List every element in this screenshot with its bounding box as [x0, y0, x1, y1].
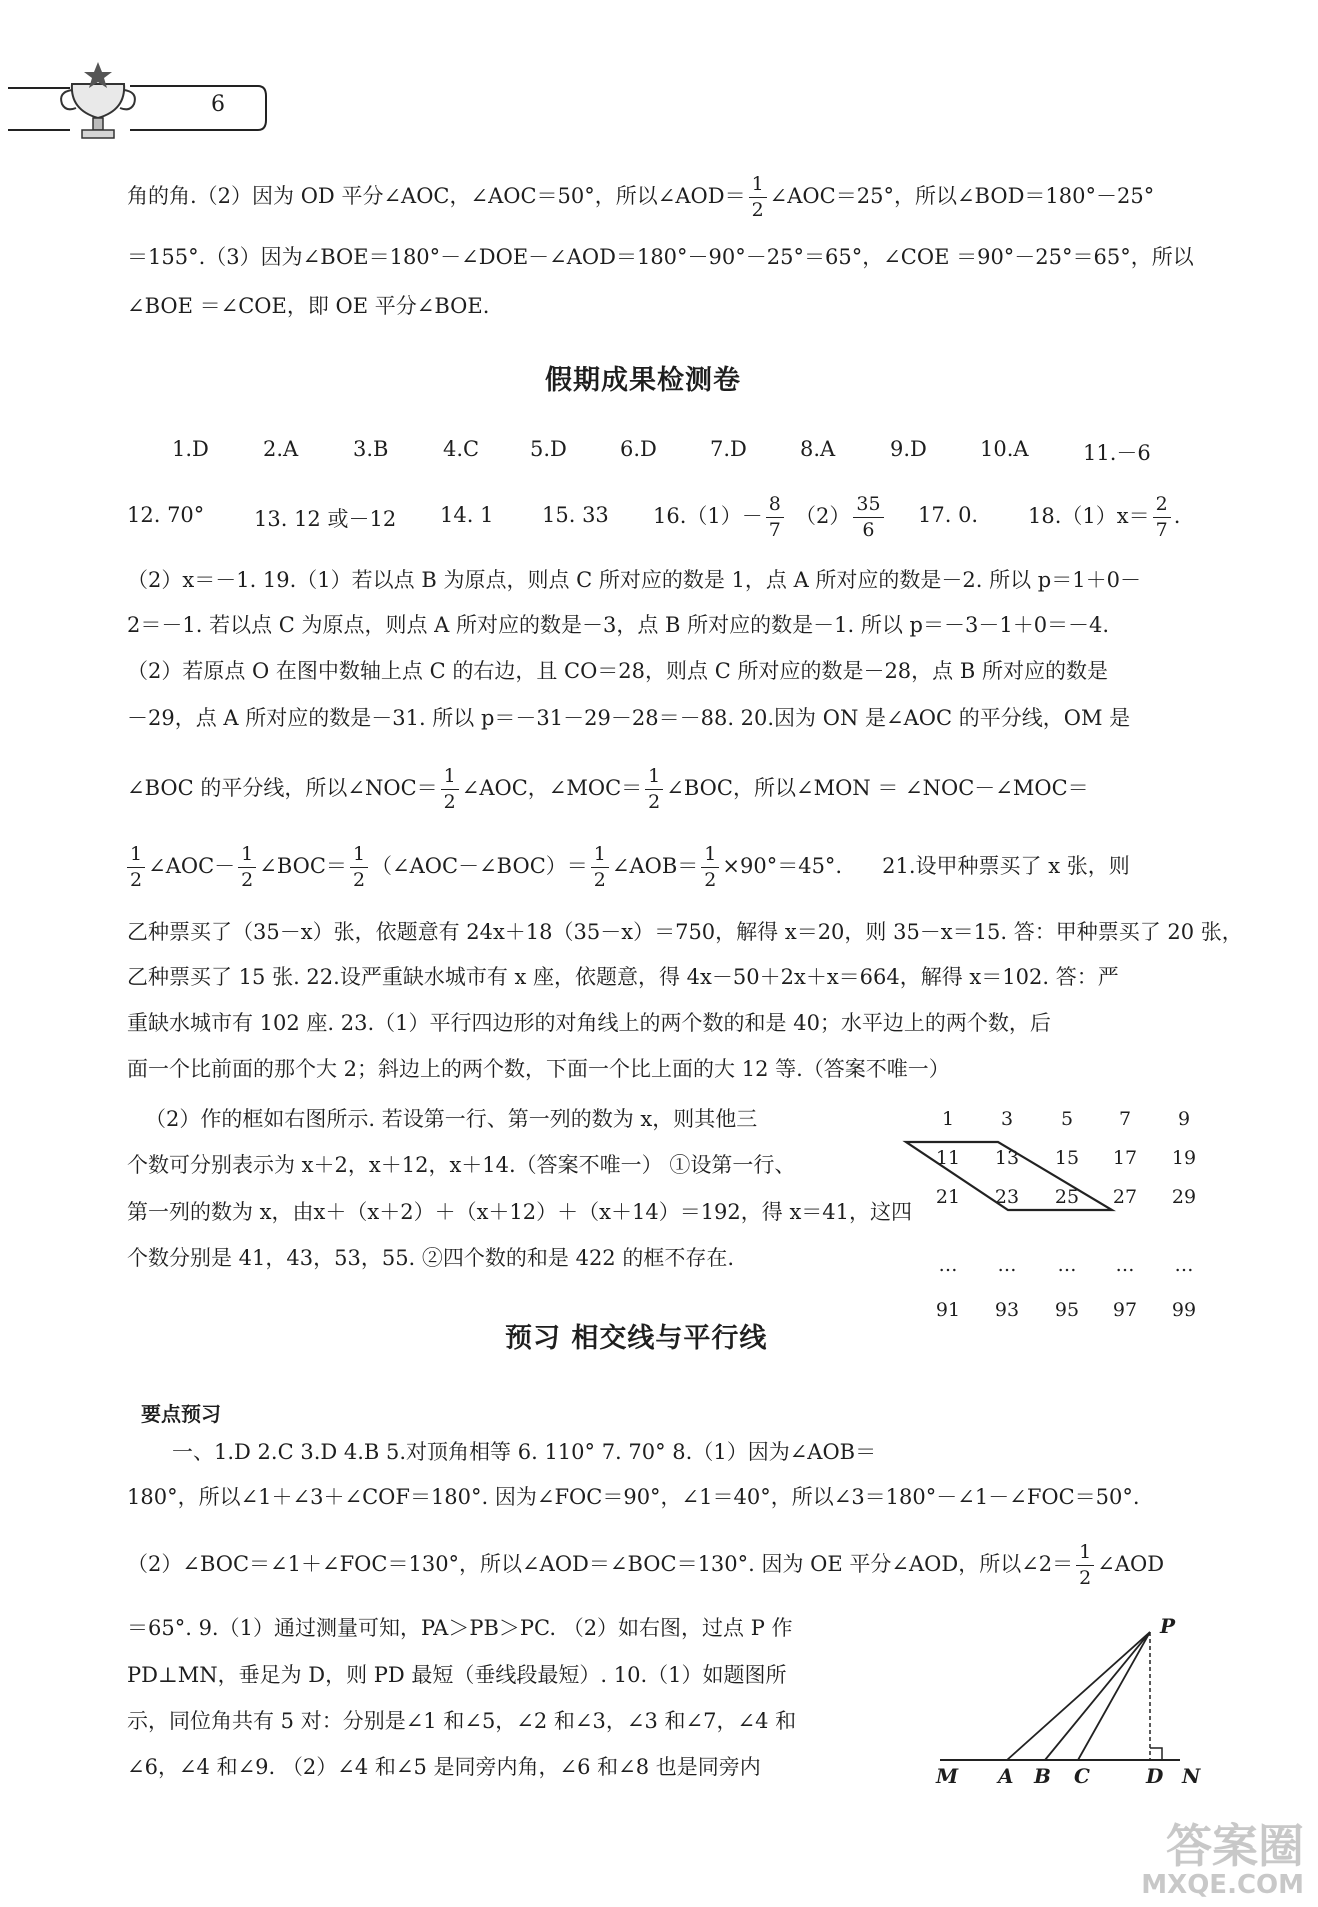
text-line: （2）∠BOC＝∠1＋∠FOC＝130°，所以∠AOD＝∠BOC＝130°. 因为 OE 平分∠AOD，所以∠2＝ $\frac{1}{2}$ ∠AOD [127, 1541, 1165, 1589]
answer-item: 1.D [172, 437, 209, 461]
grid-number: 21 [935, 1186, 961, 1208]
answer-item: 5.D [530, 437, 567, 461]
text-line: 个数可分别表示为 x＋2，x＋12，x＋14.（答案不唯一） ①设第一行、 [127, 1153, 796, 1177]
fraction: $\frac{1}{2}$ [749, 175, 767, 220]
text-line: PD⊥MN，垂足为 D，则 PD 最短（垂线段最短）. 10.（1）如题图所 [127, 1663, 787, 1687]
answer-item: 16.（1）－ $\frac{8}{7}$ [653, 486, 787, 546]
answer-item: 6.D [620, 437, 657, 461]
point-label-P: P [1160, 1614, 1176, 1638]
answer-item: 3.B [353, 437, 389, 461]
text-line: 第一列的数为 x，由x＋（x＋2）＋（x＋12）＋（x＋14）＝192，得 x＝41，这四 [127, 1200, 913, 1224]
point-label-D: D [1146, 1764, 1164, 1788]
grid-number: 13 [994, 1147, 1020, 1169]
text-line: 重缺水城市有 102 座. 23.（1）平行四边形的对角线上的两个数的和是 40；水平边上的两个数，后 [127, 1011, 1051, 1035]
text-line: －29，点 A 所对应的数是－31. 所以 p＝－31－29－28＝－88. 20.因为 ON 是∠AOC 的平分线，OM 是 [127, 706, 1131, 730]
text-line: 个数分别是 41，43，53，55. ②四个数的和是 422 的框不存在. [127, 1246, 735, 1270]
answer-item: 7.D [710, 437, 747, 461]
intro-line-2: ＝155°.（3）因为∠BOE＝180°－∠DOE－∠AOD＝180°－90°－25°＝65°，∠COE ＝90°－25°＝65°，所以 [127, 245, 1194, 269]
answer-item: 10.A [980, 437, 1029, 461]
answer-item: 13. 12 或－12 [254, 507, 397, 531]
grid-number: 99 [1171, 1299, 1197, 1321]
grid-number: 23 [994, 1186, 1020, 1208]
text-line: ＝65°. 9.（1）通过测量可知，PA＞PB＞PC. （2）如右图，过点 P 作 [127, 1616, 793, 1640]
text-line: 2＝－1. 若以点 C 为原点，则点 A 所对应的数是－3，点 B 所对应的数是－1. 所以 p＝－3－1＋0＝－4. [127, 613, 1110, 637]
grid-number: 9 [1177, 1108, 1191, 1130]
page-number: 6 [211, 92, 225, 117]
grid-number: 17 [1112, 1147, 1138, 1169]
text-line: 乙种票买了 15 张. 22.设严重缺水城市有 x 座，依题意，得 4x－50＋2x＋x＝664，解得 x＝102. 答：严 [127, 965, 1119, 989]
grid-number: 91 [935, 1299, 961, 1321]
grid-number: 3 [1000, 1108, 1014, 1130]
answer-item: 12. 70° [127, 503, 205, 527]
perpendicular-figure [930, 1610, 1190, 1780]
text-line: （2）若原点 O 在图中数轴上点 C 的右边，且 CO＝28，则点 C 所对应的数是－28，点 B 所对应的数是 [127, 659, 1108, 683]
answer-item: 11.－6 [1083, 441, 1151, 465]
text-line: 乙种票买了（35－x）张，依题意有 24x＋18（35－x）＝750，解得 x＝20，则 35－x＝15. 答：甲种票买了 20 张， [127, 920, 1243, 944]
answer-item: 17. 0. [918, 503, 979, 527]
grid-number: 29 [1171, 1186, 1197, 1208]
text-line: 面一个比前面的那个大 2；斜边上的两个数，下面一个比上面的大 12 等.（答案不唯一） [127, 1057, 950, 1081]
text-line: ∠6，∠4 和∠9. （2）∠4 和∠5 是同旁内角，∠6 和∠8 也是同旁内 [127, 1755, 761, 1779]
text-line: 180°，所以∠1＋∠3＋∠COF＝180°. 因为∠FOC＝90°，∠1＝40°，所以∠3＝180°－∠1－∠FOC＝50°. [127, 1485, 1140, 1509]
answer-item: 18.（1）x＝ $\frac{2}{7}$ . [1028, 493, 1181, 541]
answer-item: 14. 1 [440, 503, 494, 527]
grid-number: 97 [1112, 1299, 1138, 1321]
point-label-M: M [936, 1764, 959, 1788]
grid-number: 25 [1054, 1186, 1080, 1208]
subtitle-key-points: 要点预习 [141, 1402, 221, 1426]
text-line: ∠BOC 的平分线，所以∠NOC＝ $\frac{1}{2}$ ∠AOC，∠MOC＝ $\frac{1}{2}$ ∠BOC，所以∠MON ＝ ∠NOC－∠MOC＝ [127, 765, 1089, 813]
intro-line-1: 角的角.（2）因为 OD 平分∠AOC，∠AOC＝50°，所以∠AOD＝ $\frac{1}{2}$ ∠AOC＝25°，所以∠BOD＝180°－25° [127, 173, 1155, 221]
grid-number: 95 [1054, 1299, 1080, 1321]
answer-item: （2） $\frac{35}{6}$ [795, 486, 887, 546]
grid-ellipsis: … [1057, 1254, 1077, 1276]
answer-item: 8.A [800, 437, 836, 461]
answer-item: 4.C [443, 437, 480, 461]
section-title-preview: 预习 相交线与平行线 [505, 1323, 768, 1354]
grid-number: 7 [1118, 1108, 1132, 1130]
grid-number: 5 [1060, 1108, 1074, 1130]
trophy-icon [0, 60, 280, 150]
text-line: （2）x＝－1. 19.（1）若以点 B 为原点，则点 C 所对应的数是 1，点 A 所对应的数是－2. 所以 p＝1＋0－ [127, 568, 1141, 592]
grid-number: 19 [1171, 1147, 1197, 1169]
grid-ellipsis: … [1115, 1254, 1135, 1276]
point-label-A: A [998, 1764, 1014, 1788]
grid-ellipsis: … [938, 1254, 958, 1276]
parallelogram-frame [890, 1130, 1130, 1230]
grid-number: 11 [935, 1147, 961, 1169]
grid-number: 15 [1054, 1147, 1080, 1169]
answer-item: 9.D [890, 437, 927, 461]
answer-item: 15. 33 [542, 503, 609, 527]
point-label-C: C [1074, 1764, 1090, 1788]
grid-number: 1 [941, 1108, 955, 1130]
text-line: 示，同位角共有 5 对：分别是∠1 和∠5，∠2 和∠3，∠3 和∠7，∠4 和 [127, 1709, 797, 1733]
text-line: 一、1.D 2.C 3.D 4.B 5.对顶角相等 6. 110° 7. 70° 8.（1）因为∠AOB＝ [172, 1440, 877, 1464]
point-label-N: N [1182, 1764, 1201, 1788]
intro-line-3: ∠BOE ＝∠COE，即 OE 平分∠BOE. [127, 294, 490, 318]
point-label-B: B [1034, 1764, 1051, 1788]
watermark-logo: 答案圈 MXQE.COM [1141, 1819, 1304, 1900]
grid-ellipsis: … [1174, 1254, 1194, 1276]
grid-ellipsis: … [997, 1254, 1017, 1276]
text-line: （2）作的框如右图所示. 若设第一行、第一列的数为 x，则其他三 [145, 1107, 758, 1131]
grid-number: 93 [994, 1299, 1020, 1321]
text-line: $\frac{1}{2}$ ∠AOC－ $\frac{1}{2}$ ∠BOC＝ $\frac{1}{2}$ （∠AOC－∠BOC）＝ $\frac{1}{2}$ ∠AOB＝ $\frac{1}{2}$ ×90°＝45°. 21.设甲种票买了 x 张，则 [127, 838, 1202, 894]
answer-item: 2.A [263, 437, 299, 461]
section-title-holiday-test: 假期成果检测卷 [545, 365, 741, 396]
grid-number: 27 [1112, 1186, 1138, 1208]
